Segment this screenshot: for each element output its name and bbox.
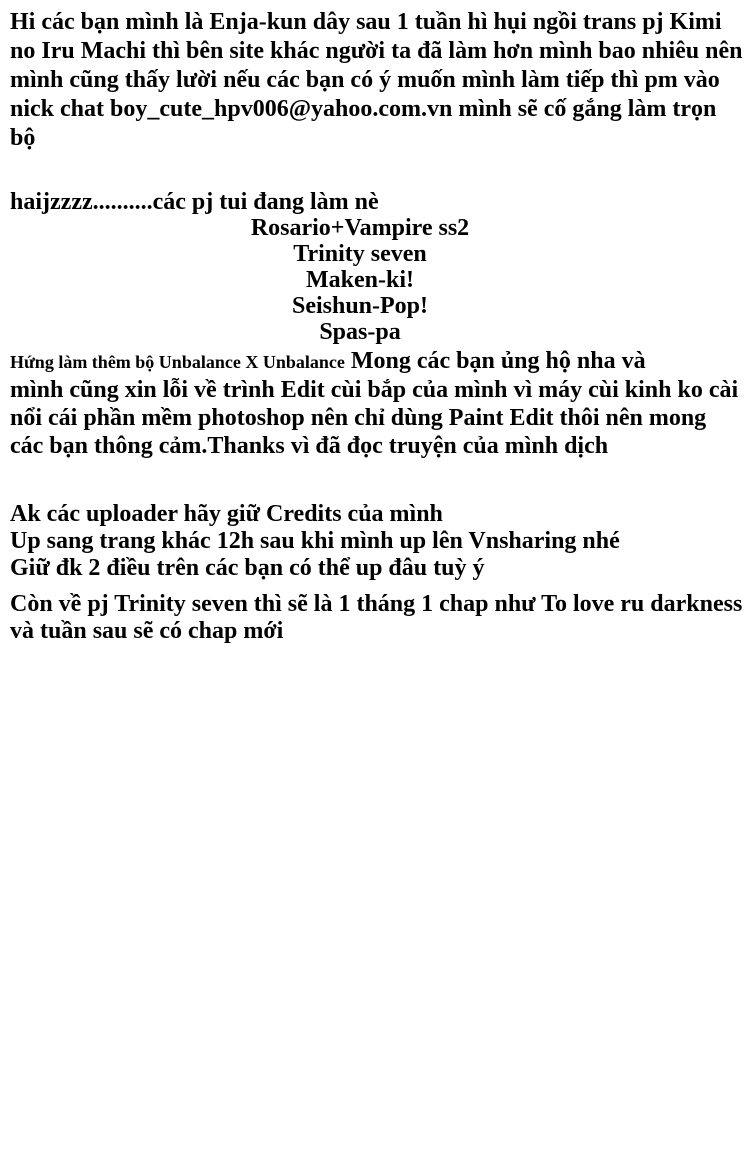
project-item-trinity-seven: Trinity seven [293, 241, 427, 267]
apology-lead-small-text: Hứng làm thêm bộ Unbalance X Unbalance [10, 352, 345, 372]
intro-line-5: bộ [10, 125, 36, 151]
upload-rules-paragraph [10, 501, 747, 582]
apology-line-1 [10, 347, 747, 376]
projects-heading: haijzzzz..........các pj tui đang làm nè [10, 189, 379, 215]
project-item-spas-pa: Spas-pa [319, 319, 401, 345]
apology-paragraph [10, 347, 747, 460]
intro-line-4: nick chat boy_cute_hpv006@yahoo.com.vn mình sẽ cố gắng làm trọn [10, 96, 717, 122]
schedule-line-2: và tuần sau sẽ có chap mới [10, 618, 284, 644]
projects-list [10, 215, 710, 345]
schedule-line-1: Còn về pj Trinity seven thì sẽ là 1 tháng 1 chap như To love ru darkness [10, 591, 743, 617]
apology-line-3: nổi cái phần mềm photoshop nên chỉ dùng Paint Edit thôi nên mong [10, 405, 707, 431]
apology-line-4: các bạn thông cảm.Thanks vì đã đọc truyện của mình dịch [10, 433, 609, 459]
rule-line-12h: Up sang trang khác 12h sau khi mình up lên Vnsharing nhé [10, 528, 620, 554]
project-item-rosario-vampire: Rosario+Vampire ss2 [250, 215, 470, 241]
release-schedule-paragraph [10, 591, 747, 645]
project-item-maken-ki: Maken-ki! [306, 267, 414, 293]
apology-line-2: mình cũng xin lỗi về trình Edit cùi bắp của mình vì máy cùi kinh ko cài [10, 377, 739, 403]
intro-paragraph [10, 8, 747, 153]
project-item-seishun-pop: Seishun-Pop! [291, 293, 429, 319]
intro-line-2: no Iru Machi thì bên site khác người ta đã làm hơn mình bao nhiêu nên [10, 38, 743, 64]
rule-line-credits: Ak các uploader hãy giữ Credits của mình [10, 501, 443, 527]
intro-line-1: Hi các bạn mình là Enja-kun dây sau 1 tuần hì hụi ngồi trans pj Kimi [10, 9, 722, 35]
intro-line-3: mình cũng thấy lười nếu các bạn có ý muốn mình làm tiếp thì pm vào [10, 67, 720, 93]
apology-line-1-rest: Mong các bạn ủng hộ nha và [344, 348, 646, 374]
rule-line-anywhere: Giữ đk 2 điều trên các bạn có thể up đâu tuỳ ý [10, 555, 485, 581]
